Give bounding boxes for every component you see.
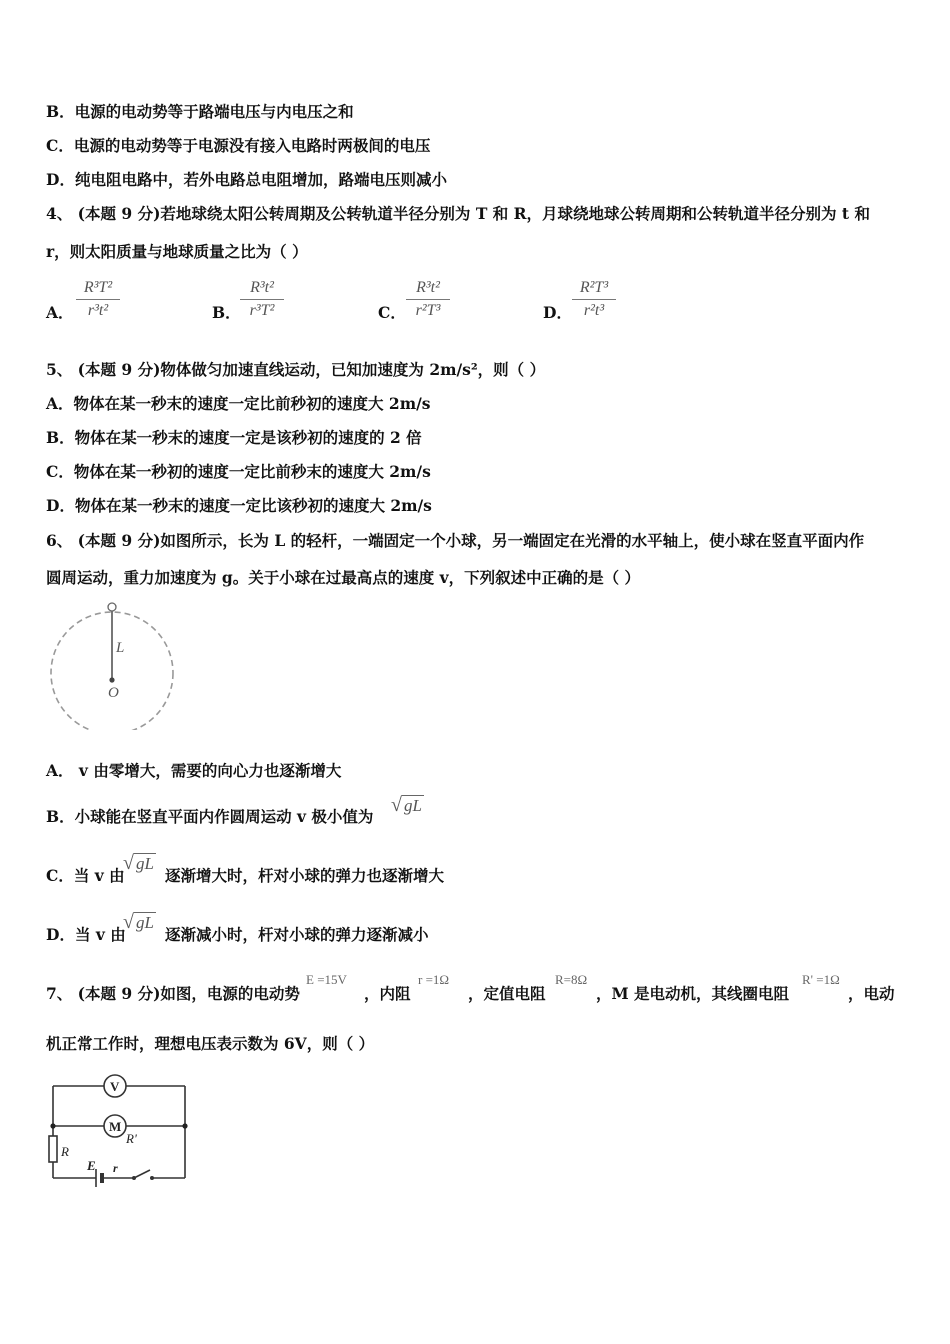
q6-option-c-pre: C．当 v 由	[46, 866, 125, 885]
q7-resistor	[49, 1136, 57, 1162]
q6-circle-figure	[46, 600, 178, 730]
q7-stem-d: ，M 是电动机，其线圈电阻	[596, 984, 790, 1003]
q4-option-b-denominator: r³T²	[249, 302, 275, 319]
q7-motor-resistance-value: R' =1Ω	[802, 972, 840, 987]
q3-option-d: D．纯电阻电路中，若外电路总电阻增加，路端电压则减小	[46, 170, 447, 189]
q7-stem-e: ，电动	[848, 984, 895, 1003]
q7-motor-r-label: R'	[126, 1131, 137, 1146]
q4-option-b-label: B．	[212, 303, 241, 322]
q5-option-b: B．物体在某一秒末的速度一定是该秒初的速度的 2 倍	[46, 428, 422, 447]
q7-r-value: r =1Ω	[418, 972, 450, 987]
q4-option-d-denominator: r²t³	[583, 302, 605, 319]
q7-internal-label: r	[113, 1161, 118, 1175]
q5-option-a: A．物体在某一秒末的速度一定比前秒初的速度大 2m/s	[46, 394, 431, 413]
q7-stem-b: ，内阻	[364, 984, 411, 1003]
q6-option-a: A． v 由零增大，需要的向心力也逐渐增大	[46, 761, 342, 780]
q6-label-l: L	[116, 640, 125, 656]
q7-stem-line2: 机正常工作时，理想电压表示数为 6V，则（ ）	[46, 1034, 375, 1053]
q6-stem-line2: 圆周运动，重力加速度为 g。关于小球在过最高点的速度 v，下列叙述中正确的是（ ）	[46, 568, 641, 587]
q3-option-c: C．电源的电动势等于电源没有接入电路时两极间的电压	[46, 136, 431, 155]
q4-option-a-numerator: R³T²	[83, 279, 113, 296]
q6-ball	[108, 603, 116, 611]
q4-option-b-fraction	[240, 278, 284, 321]
q4-option-b-numerator: R³t²	[250, 279, 274, 296]
q7-circuit-diagram	[46, 1066, 196, 1190]
q7-emf-label: E	[87, 1158, 96, 1173]
q6-option-c-post: 逐渐增大时，杆对小球的弹力也逐渐增大	[165, 866, 445, 885]
q4-option-c-label: C．	[378, 303, 406, 322]
q6-option-b: B．小球能在竖直平面内作圆周运动 v 极小值为	[46, 807, 374, 826]
q6-option-b-sqrt: √ gL	[391, 794, 422, 816]
q7-emf-value: E =15V	[306, 972, 347, 987]
q4-option-d-fraction	[572, 278, 616, 321]
q4-stem-line2: r，则太阳质量与地球质量之比为（ ）	[46, 242, 308, 261]
q5-option-d: D．物体在某一秒末的速度一定比该秒初的速度大 2m/s	[46, 496, 432, 515]
q4-option-c-denominator: r²T³	[415, 302, 441, 319]
q4-option-a-denominator: r³t²	[87, 302, 109, 319]
q6-stem-line1: 6、 (本题 9 分)如图所示，长为 L 的轻杆，一端固定一个小球，另一端固定在光滑的水平轴上，使小球在竖直平面内作	[46, 531, 865, 550]
q7-stem-a: 7、 (本题 9 分)如图，电源的电动势	[46, 984, 300, 1003]
q6-option-c-sqrt: √ gL	[123, 852, 154, 874]
q7-stem-c: ，定值电阻	[468, 984, 546, 1003]
q7-motor-label: M	[109, 1119, 122, 1134]
q7-battery-short-plate	[100, 1173, 104, 1183]
q6-option-d-sqrt-expr: gL	[135, 913, 154, 932]
q4-stem-line1: 4、 (本题 9 分)若地球绕太阳公转周期及公转轨道半径分别为 T 和 R，月球绕地球公转周期和公转轨道半径分别为 t 和	[46, 204, 870, 223]
q6-option-b-sqrt-expr: gL	[403, 796, 422, 815]
q7-resistor-value: R=8Ω	[555, 972, 588, 987]
q6-option-d-pre: D．当 v 由	[46, 925, 126, 944]
q4-option-c-fraction	[406, 278, 450, 321]
q4-option-d-numerator: R²T³	[579, 279, 609, 296]
q4-option-a-fraction	[76, 278, 120, 321]
q7-switch	[134, 1170, 150, 1178]
q6-option-c-sqrt-expr: gL	[135, 854, 154, 873]
q3-option-b: B．电源的电动势等于路端电压与内电压之和	[46, 102, 354, 121]
q7-voltmeter-label: V	[110, 1079, 120, 1094]
q6-option-d-sqrt: √ gL	[123, 911, 154, 933]
q6-label-o: O	[108, 685, 119, 701]
q6-axis-point	[109, 677, 114, 682]
q5-stem: 5、 (本题 9 分)物体做匀加速直线运动，已知加速度为 2m/s²，则（ ）	[46, 360, 546, 379]
q4-option-c-numerator: R³t²	[416, 279, 440, 296]
q5-option-c: C．物体在某一秒初的速度一定比前秒末的速度大 2m/s	[46, 462, 431, 481]
q7-resistor-label: R	[61, 1144, 69, 1159]
q6-option-d-post: 逐渐减小时，杆对小球的弹力逐渐减小	[165, 925, 429, 944]
q4-option-d-label: D．	[543, 303, 572, 322]
q4-option-a-label: A．	[46, 303, 74, 322]
